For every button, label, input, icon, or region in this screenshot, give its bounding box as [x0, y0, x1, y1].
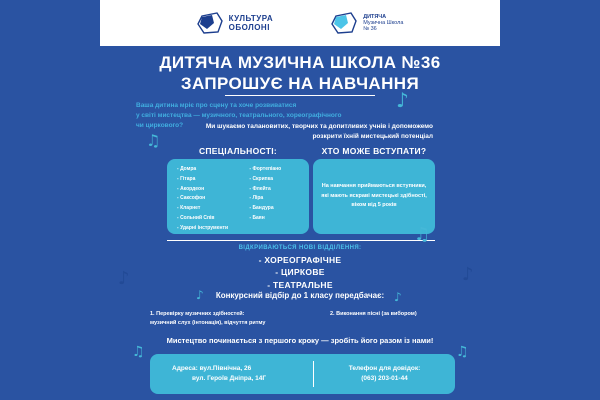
specialty-item: - Домра [177, 165, 243, 175]
selection-item1-line1: 1. Перевірку музичних здібностей: [150, 311, 245, 317]
music-school-logo-icon [331, 12, 357, 34]
specialties-box [167, 159, 309, 234]
specialty-item: - Ударні інструменти [177, 224, 243, 234]
admission-line3: віком від 5 років [351, 202, 397, 209]
specialty-item: - Фортепіано [249, 165, 301, 175]
logo2-line2: Музична Школа [363, 19, 404, 26]
music-school-logo-text [363, 14, 403, 33]
specialty-item: - Гітара [177, 175, 243, 185]
department-item: - ТЕАТРАЛЬНЕ [150, 279, 450, 291]
admission-line1: На навчання приймаються вступники, [321, 182, 427, 189]
kultura-oboloni-logo [197, 12, 274, 34]
specialty-item: - Бандура [249, 204, 301, 214]
logo1-line1: КУЛЬТУРА [228, 13, 274, 23]
department-item: - ХОРЕОГРАФІЧНЕ [150, 254, 450, 266]
music-note-icon: ♪ [396, 88, 409, 112]
footer-address-line1: Адреса: вул.Північна, 26 [172, 364, 252, 372]
admission-line2: які мають яскраві мистецькі здібності, [321, 192, 427, 199]
intro-statement-line1: Ми шукаємо талановитих, творчих та допитливих учнів і допоможемо [205, 123, 433, 130]
admission-heading: ХТО МОЖЕ ВСТУПАТИ? [321, 146, 427, 156]
music-note-icon: ♫ [414, 224, 431, 245]
music-note-icon: ♪ [118, 268, 130, 289]
logo2-line1: ДИТЯЧА [363, 13, 387, 20]
specialty-item: - Флейта [249, 185, 301, 195]
admission-box [313, 159, 435, 234]
department-item: - ЦИРКОВЕ [150, 266, 450, 278]
selection-item-2: 2. Виконання пісні (за вибором) [330, 311, 417, 317]
header-bar [100, 0, 500, 46]
selection-item1-line2: музичний слух (інтонація), відчуття ритму [150, 320, 266, 327]
specialty-item: - Кларнет [177, 204, 243, 214]
intro-question-line1: Ваша дитина мріє про сцену та хоче розвиватися [136, 102, 297, 109]
section-divider [167, 240, 435, 241]
specialty-item: - Ліра [249, 194, 301, 204]
logo2-line3: № 36 [363, 26, 377, 33]
footer-phone-label: Телефон для довідок: [348, 364, 421, 372]
departments-list [150, 254, 450, 291]
kultura-oboloni-logo-icon [197, 12, 223, 34]
specialty-item: - Скрипка [249, 175, 301, 185]
specialties-column-1 [177, 165, 243, 230]
music-note-icon: ♪ [462, 264, 474, 285]
title-underline [225, 95, 375, 96]
intro-statement [125, 122, 433, 142]
kultura-oboloni-logo-text [229, 14, 274, 32]
specialties-column-2 [249, 165, 301, 230]
footer-phone-number: (063) 203-01-44 [361, 375, 408, 382]
music-note-icon: ♫ [456, 344, 469, 360]
intro-question-line2: у світі мистецтва — музичного, театрального, хореографічного [136, 112, 342, 120]
music-note-icon: ♫ [146, 131, 161, 150]
title-line2: ЗАПРОШУЄ НА НАВЧАННЯ [180, 74, 420, 94]
music-note-icon: ♪ [196, 288, 204, 302]
intro-question-line3: чи циркового? [136, 122, 184, 130]
specialty-item: - Баян [249, 214, 301, 224]
specialty-item: - Саксофон [177, 194, 243, 204]
title-line1: ДИТЯЧА МУЗИЧНА ШКОЛА №36 [159, 53, 441, 72]
specialty-item: - Сольний Спів [177, 214, 243, 224]
intro-statement-line2: розкрити їхній мистецький потенціал [312, 132, 433, 140]
music-note-icon: ♫ [132, 344, 145, 360]
footer-contact-box [150, 354, 455, 394]
departments-heading: ВІДКРИВАЮТЬСЯ НОВІ ВІДДІЛЕННЯ: [238, 245, 362, 251]
page-title [100, 52, 500, 95]
logo1-line2: ОБОЛОНІ [228, 23, 270, 32]
footer-address [150, 364, 313, 385]
music-school-logo [331, 12, 403, 34]
selection-heading: Конкурсний відбір до 1 класу передбачає: [215, 291, 385, 300]
specialty-item: - Акордеон [177, 185, 243, 195]
slogan: Мистецтво починається з першого кроку — зробіть його разом із нами! [166, 336, 434, 345]
specialties-heading: СПЕЦІАЛЬНОСТІ: [198, 146, 278, 156]
footer-address-line2: вул. Героїв Дніпра, 14Г [192, 375, 267, 382]
music-note-icon: ♪ [394, 290, 402, 304]
selection-item-1 [150, 310, 320, 329]
footer-phone [314, 364, 455, 385]
